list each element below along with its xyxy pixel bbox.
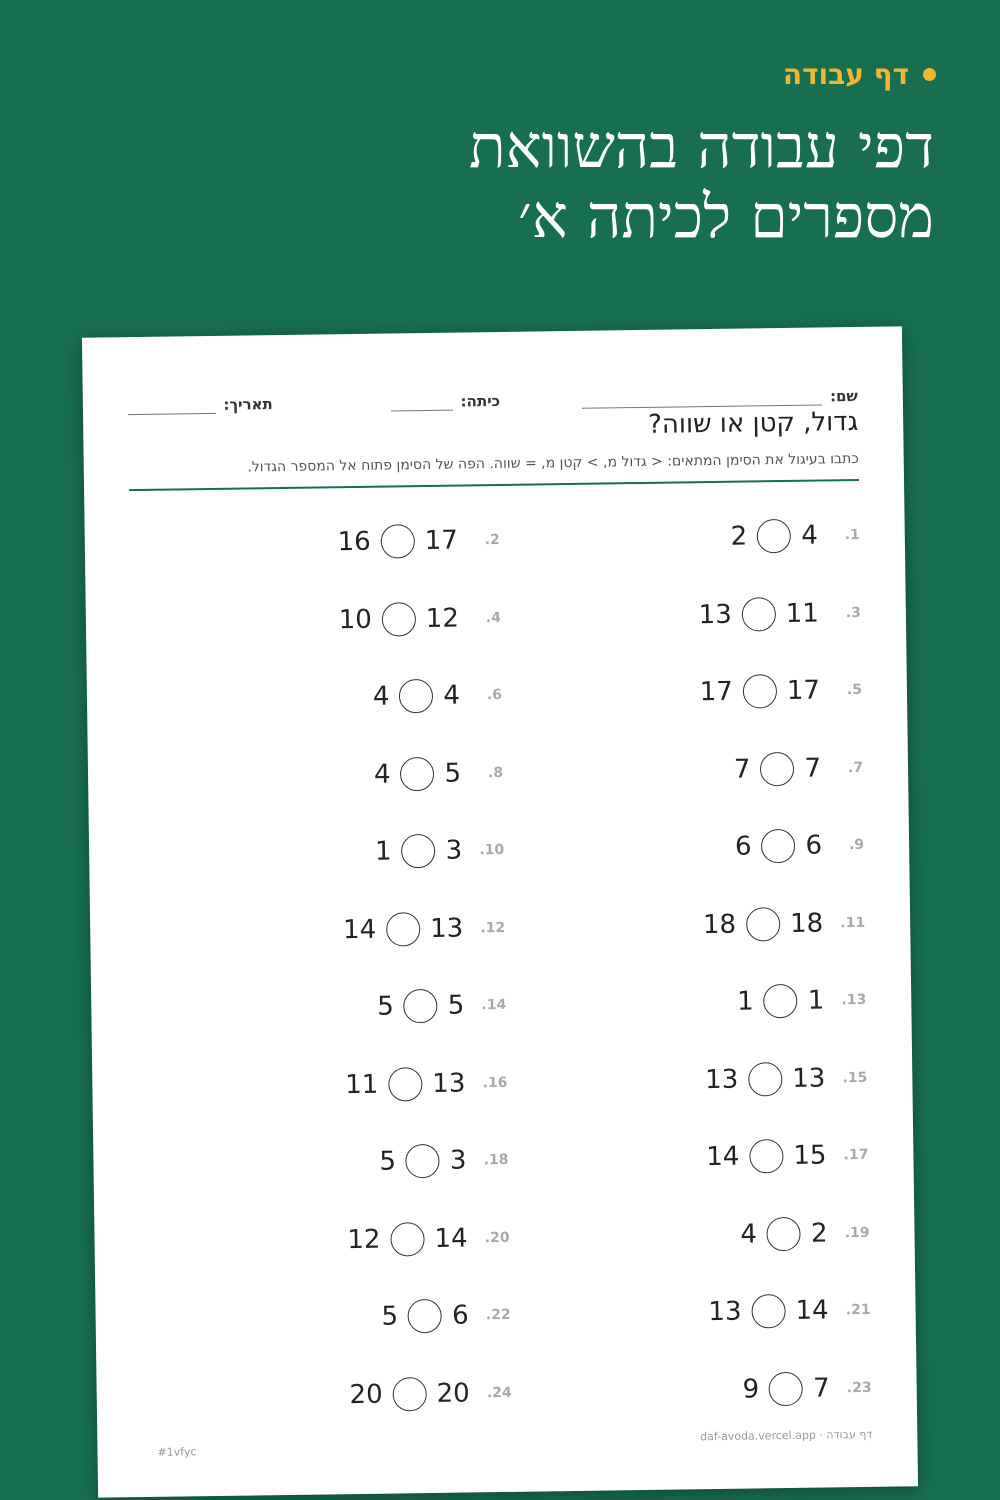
second-number: 5 — [377, 991, 394, 1022]
problem-number: 15. — [842, 1069, 868, 1086]
comparison-problem — [561, 590, 862, 638]
second-number: 17 — [699, 676, 734, 708]
first-number: 7 — [804, 753, 822, 784]
second-number: 9 — [742, 1373, 760, 1405]
first-number: 3 — [445, 835, 463, 866]
answer-circle[interactable] — [767, 1216, 801, 1250]
comparison-problem — [200, 518, 501, 566]
comparison-problem — [201, 595, 502, 643]
worksheet-paper — [82, 326, 918, 1497]
answer-circle[interactable] — [769, 1371, 803, 1405]
class-field[interactable] — [391, 390, 453, 412]
problem-number: 22. — [485, 1306, 511, 1324]
first-number: 15 — [793, 1140, 827, 1171]
answer-circle[interactable] — [380, 524, 414, 558]
answer-circle[interactable] — [400, 756, 434, 790]
problem-number: 4. — [485, 609, 501, 626]
problem-number: 11. — [840, 914, 866, 931]
first-number: 5 — [447, 990, 465, 1021]
comparison-problem — [204, 828, 505, 876]
comparison-problem — [208, 1138, 509, 1186]
comparison-problem — [571, 1365, 872, 1413]
answer-circle[interactable] — [743, 674, 777, 708]
first-number: 6 — [805, 830, 823, 861]
first-number: 11 — [785, 598, 820, 629]
second-number: 13 — [704, 1064, 739, 1095]
name-label: שם: — [829, 386, 858, 406]
answer-circle[interactable] — [757, 519, 791, 553]
answer-circle[interactable] — [761, 829, 795, 863]
first-number: 14 — [434, 1222, 468, 1254]
comparison-problem — [202, 673, 503, 721]
second-number: 5 — [381, 1301, 399, 1332]
first-number: 18 — [789, 907, 824, 939]
comparison-problem — [563, 745, 864, 793]
answer-circle[interactable] — [388, 1067, 422, 1101]
second-number: 7 — [733, 753, 751, 785]
problem-number: 8. — [487, 764, 504, 781]
comparison-problem — [559, 513, 860, 561]
problem-number: 21. — [845, 1301, 871, 1319]
second-number: 20 — [349, 1379, 383, 1410]
answer-circle[interactable] — [751, 1294, 785, 1328]
comparison-problem — [209, 1215, 510, 1263]
first-number: 17 — [786, 675, 821, 706]
second-number: 1 — [374, 836, 392, 867]
tag-label: דף עבודה — [782, 58, 909, 91]
name-field[interactable] — [582, 384, 822, 408]
headline-line-1: דפי עבודה בהשוואת — [469, 112, 934, 182]
second-number: 11 — [344, 1069, 379, 1100]
problem-number: 6. — [486, 686, 503, 704]
section-tag — [783, 58, 936, 91]
problem-number: 16. — [482, 1074, 508, 1091]
problem-number: 12. — [480, 919, 506, 936]
first-number: 13 — [792, 1062, 826, 1094]
second-number: 1 — [736, 986, 754, 1017]
problem-number: 3. — [845, 604, 861, 621]
problem-number: 13. — [841, 991, 867, 1009]
answer-circle[interactable] — [399, 679, 433, 713]
comparison-problem — [568, 1133, 869, 1181]
first-number: 1 — [807, 985, 825, 1016]
second-number: 14 — [342, 914, 377, 945]
date-field[interactable] — [128, 393, 216, 415]
answer-circle[interactable] — [408, 1299, 442, 1333]
comparison-problem — [569, 1210, 870, 1258]
header-divider — [129, 479, 859, 491]
second-number: 12 — [347, 1224, 381, 1255]
answer-circle[interactable] — [406, 1144, 440, 1178]
answer-circle[interactable] — [748, 1062, 782, 1096]
problem-number: 24. — [486, 1384, 512, 1401]
first-number: 14 — [795, 1295, 829, 1326]
second-number: 16 — [337, 526, 371, 558]
second-number: 18 — [702, 909, 737, 940]
answer-circle[interactable] — [742, 597, 776, 631]
comparison-problem — [211, 1370, 512, 1418]
class-label: כיתה: — [460, 391, 501, 411]
problem-number: 2. — [484, 531, 500, 549]
first-number: 13 — [429, 913, 464, 944]
worksheet-title: גדול, קטן או שווה? — [647, 406, 859, 440]
footer-code: #1vfyc — [157, 1445, 197, 1459]
problem-number: 10. — [479, 841, 505, 859]
problem-number: 5. — [846, 681, 863, 699]
answer-circle[interactable] — [763, 984, 797, 1018]
second-number: 4 — [740, 1218, 758, 1250]
answer-circle[interactable] — [392, 1377, 426, 1411]
answer-circle[interactable] — [746, 907, 780, 941]
comparison-problem — [210, 1293, 511, 1341]
answer-circle[interactable] — [382, 602, 416, 636]
answer-circle[interactable] — [760, 751, 794, 785]
second-number: 4 — [373, 759, 391, 790]
first-number: 12 — [425, 603, 460, 634]
second-number: 2 — [730, 521, 748, 552]
problem-number: 7. — [847, 759, 864, 776]
date-label: תאריך: — [223, 395, 273, 414]
answer-circle[interactable] — [390, 1222, 424, 1256]
first-number: 7 — [812, 1372, 830, 1404]
first-number: 3 — [449, 1145, 467, 1176]
answer-circle[interactable] — [386, 912, 420, 946]
first-number: 5 — [444, 758, 462, 789]
first-number: 17 — [424, 525, 459, 557]
answer-circle[interactable] — [749, 1139, 783, 1173]
comparison-problem — [205, 905, 506, 953]
comparison-problem — [567, 1055, 868, 1103]
comparison-problem — [562, 668, 863, 716]
problem-number: 9. — [848, 836, 865, 854]
second-number: 6 — [734, 831, 752, 862]
comparison-problem — [564, 823, 865, 871]
problem-number: 17. — [843, 1146, 869, 1164]
comparison-problem — [206, 983, 507, 1031]
problem-number: 14. — [481, 996, 507, 1014]
second-number: 13 — [708, 1296, 742, 1328]
second-number: 10 — [338, 604, 373, 635]
first-number: 6 — [451, 1300, 469, 1331]
problem-number: 23. — [846, 1379, 872, 1396]
first-number: 2 — [810, 1217, 828, 1249]
comparison-problem — [570, 1288, 871, 1336]
headline-line-2: מספרים לכיתה א׳ — [517, 182, 934, 252]
bullet-dot-icon — [923, 68, 936, 81]
second-number: 5 — [379, 1146, 397, 1177]
second-number: 4 — [372, 681, 390, 712]
footer-site: דף עבודה · daf-avoda.vercel.app — [699, 1427, 873, 1444]
comparison-problem — [565, 900, 866, 948]
page-headline — [74, 112, 934, 252]
second-number: 14 — [706, 1141, 740, 1173]
problem-number: 19. — [844, 1224, 870, 1241]
second-number: 13 — [698, 599, 732, 630]
problem-number: 20. — [484, 1229, 510, 1246]
comparison-problem — [566, 978, 867, 1026]
first-number: 20 — [436, 1377, 470, 1409]
comparison-problem — [203, 750, 504, 798]
first-number: 4 — [801, 520, 818, 551]
first-number: 4 — [443, 680, 461, 711]
first-number: 13 — [432, 1068, 466, 1099]
worksheet-instructions: כתבו בעיגול את הסימן המתאים: < גדול מ, > קטן מ, = שווה. הפה של הסימן פתוח אל המספר הגדול. — [247, 450, 859, 476]
problem-number: 1. — [844, 526, 860, 544]
answer-circle[interactable] — [404, 989, 438, 1023]
comparison-problem — [207, 1060, 508, 1108]
problem-number: 18. — [483, 1151, 509, 1169]
answer-circle[interactable] — [401, 834, 435, 868]
